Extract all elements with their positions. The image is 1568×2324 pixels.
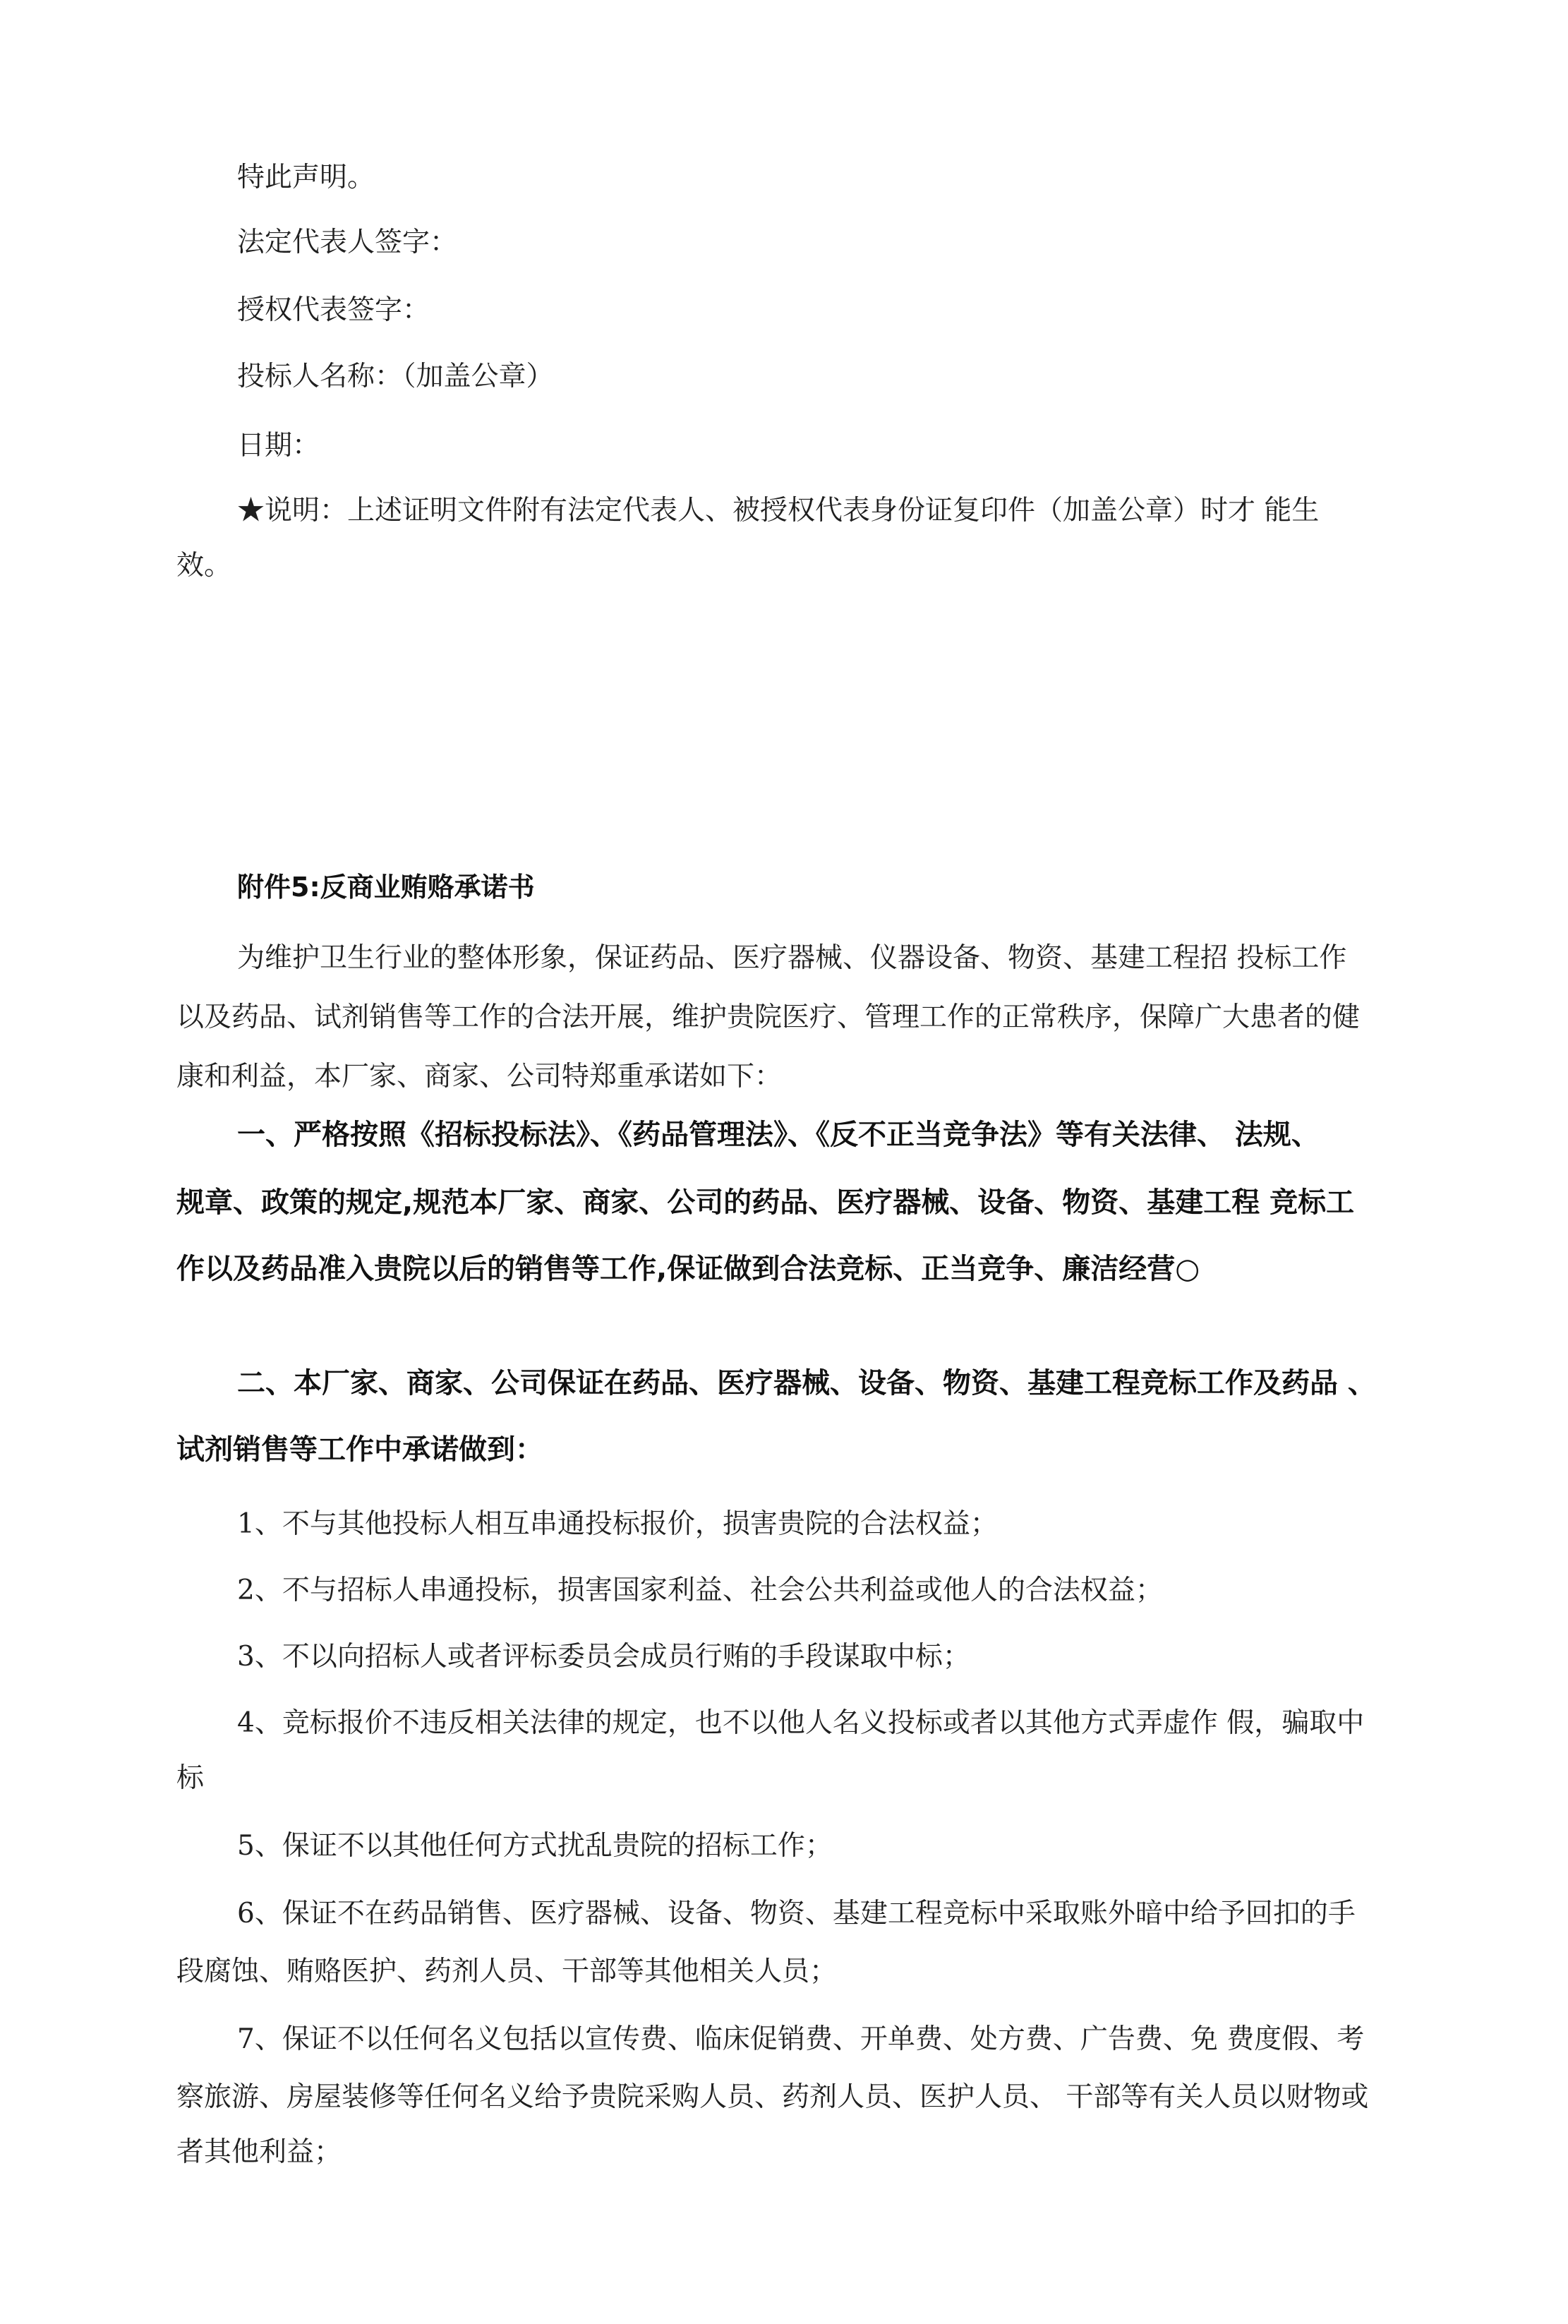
section2-line-2: 试剂销售等工作中承诺做到：	[176, 1433, 543, 1466]
legal-rep-signature-label: 法定代表人签字：	[237, 227, 458, 258]
intro-line-2: 以及药品、试剂销售等工作的合法开展，维护贵院医疗、管理工作的正常秩序，保障广大患者的健	[176, 1001, 1361, 1033]
section1-line-3: 作以及药品准入贵院以后的销售等工作,保证做到合法竞标、正当竞争、廉洁经营○	[176, 1253, 1200, 1285]
commitment-item-7-line-3: 者其他利益；	[176, 2136, 342, 2168]
commitment-item-6-line-1: 6、保证不在药品销售、医疗器械、设备、物资、基建工程竞标中采取账外暗中给予回扣的手	[237, 1898, 1356, 1929]
commitment-item-6-line-2: 段腐蚀、贿赂医护、药剂人员、干部等其他相关人员；	[176, 1956, 838, 1987]
authorized-rep-signature-label: 授权代表签字：	[237, 294, 430, 326]
commitment-item-7-line-1: 7、保证不以任何名义包括以宣传费、临床促销费、开单费、处方费、广告费、免 费度假、考	[237, 2023, 1365, 2055]
commitment-item-4-line-1: 4、竞标报价不违反相关法律的规定，也不以他人名义投标或者以其他方式弄虚作 假，骗取中	[237, 1707, 1365, 1739]
intro-line-3: 康和利益，本厂家、商家、公司特郑重承诺如下：	[176, 1061, 783, 1092]
section1-line-2: 规章、政策的规定,规范本厂家、商家、公司的药品、医疗器械、设备、物资、基建工程 竞标工	[176, 1186, 1355, 1219]
declaration-note-line-1: ★说明：上述证明文件附有法定代表人、被授权代表身份证复印件（加盖公章）时才 能生	[237, 495, 1320, 526]
commitment-item-5: 5、保证不以其他任何方式扰乱贵院的招标工作；	[237, 1830, 833, 1862]
section2-line-1: 二、本厂家、商家、公司保证在药品、医疗器械、设备、物资、基建工程竞标工作及药品 、	[237, 1367, 1376, 1399]
declaration-note-line-2: 效。	[176, 550, 232, 582]
commitment-item-3: 3、不以向招标人或者评标委员会成员行贿的手段谋取中标；	[237, 1641, 970, 1673]
commitment-item-1: 1、不与其他投标人相互串通投标报价，损害贵院的合法权益；	[237, 1508, 998, 1540]
section1-line-1: 一、严格按照《招标投标法》、《药品管理法》、《反不正当竞争法》等有关法律、 法规、	[237, 1119, 1320, 1151]
commitment-item-4-line-2: 标	[176, 1762, 205, 1794]
commitment-item-2: 2、不与招标人串通投标，损害国家利益、社会公共利益或他人的合法权益；	[237, 1575, 1163, 1606]
declaration-closing: 特此声明。	[237, 162, 375, 193]
attachment-title: 附件5:反商业贿赂承诺书	[237, 872, 535, 903]
commitment-item-7-line-2: 察旅游、房屋装修等任何名义给予贵院采购人员、药剂人员、医护人员、 干部等有关人员以财物或	[176, 2081, 1369, 2113]
intro-line-1: 为维护卫生行业的整体形象，保证药品、医疗器械、仪器设备、物资、基建工程招 投标工作	[237, 942, 1347, 974]
date-label: 日期：	[237, 430, 320, 462]
bidder-name-label: 投标人名称：（加盖公章）	[237, 361, 554, 392]
